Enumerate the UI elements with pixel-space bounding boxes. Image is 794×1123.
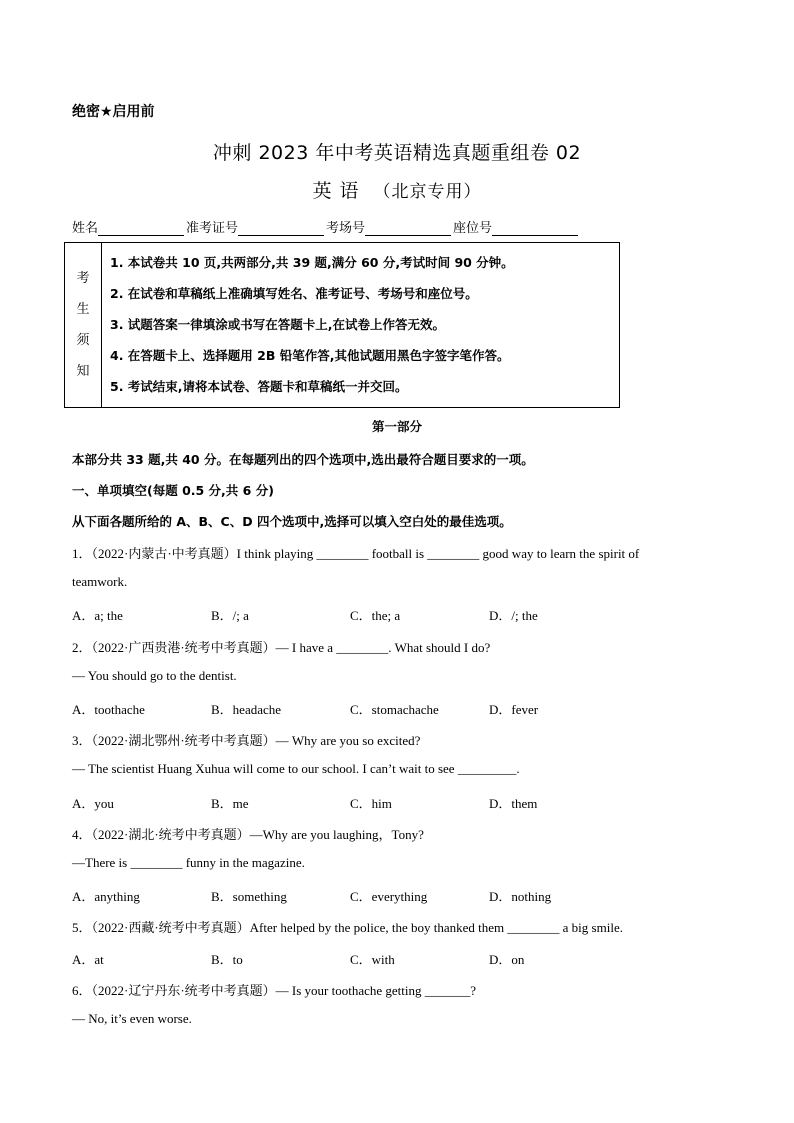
name-blank[interactable] [98,221,184,236]
room-blank[interactable] [365,221,451,236]
option-c[interactable]: C．everything [350,889,428,904]
question-3-stem-cont: — The scientist Huang Xuhua will come to our school. I can’t wait to see _________. [72,761,520,776]
notice-side-label: 考 生 须 知 [65,243,102,407]
question-4-options [72,886,628,905]
option-c[interactable]: C．stomachache [350,702,439,717]
question-2-options [72,699,628,718]
question-6-stem: 6．（2022·辽宁丹东·统考中考真题）— Is your toothache getting _______? [72,983,477,998]
exam-subject [0,176,794,203]
option-a[interactable]: A．anything [72,889,140,904]
question-1-stem-cont: teamwork. [72,574,128,589]
question-5-options [72,949,628,968]
option-d[interactable]: D．fever [489,702,539,717]
question-6-stem-cont: — No, it’s even worse. [72,1011,192,1026]
option-c[interactable]: C．him [350,796,392,811]
option-a[interactable]: A．you [72,796,114,811]
question-2-stem: 2．（2022·广西贵港·统考中考真题）— I have a ________. What should I do? [72,640,491,655]
option-a[interactable]: A．at [72,952,104,967]
question-1-stem: 1．（2022·内蒙古·中考真题）I think playing ________ football is ________ good way to learn the spirit of [72,546,640,561]
option-d[interactable]: D．/; the [489,608,538,623]
option-d[interactable]: D．nothing [489,889,552,904]
question-3-options [72,793,628,812]
info-field-name: 姓名 [72,217,186,236]
option-c[interactable]: C．with [350,952,395,967]
candidate-info-line [72,217,580,236]
question-4-stem: 4．（2022·湖北·统考中考真题）—Why are you laughing，Tony? [72,827,424,842]
confidential-label: 绝密★启用前 [72,104,155,120]
notice-item: 3. 试题答案一律填涂或书写在答题卡上,在试卷上作答无效。 [110,317,446,332]
candidate-notice-box [64,242,620,408]
question-2-stem-cont: — You should go to the dentist. [72,668,237,683]
part-one-intro: 本部分共 33 题,共 40 分。在每题列出的四个选项中,选出最符合题目要求的一项。 [72,452,534,467]
option-b[interactable]: B．to [211,952,243,967]
question-3-stem: 3．（2022·湖北鄂州·统考中考真题）— Why are you so excited? [72,733,421,748]
notice-items [102,243,619,407]
option-b[interactable]: B．something [211,889,287,904]
notice-item: 5. 考试结束,请将本试卷、答题卡和草稿纸一并交回。 [110,379,408,394]
ticket-blank[interactable] [238,221,324,236]
section-title: 一、单项填空(每题 0.5 分,共 6 分) [72,483,274,498]
section-instruction: 从下面各题所给的 A、B、C、D 四个选项中,选择可以填入空白处的最佳选项。 [72,514,512,529]
question-4-stem-cont: —There is ________ funny in the magazine. [72,855,305,870]
option-d[interactable]: D．them [489,796,538,811]
info-field-room: 考场号 [326,217,453,236]
option-a[interactable]: A．toothache [72,702,145,717]
exam-title: 冲刺 2023 年中考英语精选真题重组卷 02 [212,142,582,164]
option-d[interactable]: D．on [489,952,525,967]
option-b[interactable]: B．headache [211,702,282,717]
question-5-stem: 5．（2022·西藏·统考中考真题）After helped by the police, the boy thanked them ________ a big smile. [72,920,623,935]
info-field-seat: 座位号 [453,217,580,236]
option-b[interactable]: B．me [211,796,249,811]
notice-item: 2. 在试卷和草稿纸上准确填写姓名、准考证号、考场号和座位号。 [110,286,478,301]
option-c[interactable]: C．the; a [350,608,401,623]
region-label: （北京专用） [373,182,482,202]
subject-name: 英 语 [312,180,360,202]
option-b[interactable]: B．/; a [211,608,249,623]
notice-item: 4. 在答题卡上、选择题用 2B 铅笔作答,其他试题用黑色字签字笔作答。 [110,348,510,363]
info-field-ticket: 准考证号 [186,217,326,236]
notice-item: 1. 本试卷共 10 页,共两部分,共 39 题,满分 60 分,考试时间 90 分钟。 [110,255,514,270]
seat-blank[interactable] [492,221,578,236]
part-one-heading: 第一部分 [371,419,422,434]
option-a[interactable]: A．a; the [72,608,123,623]
question-1-options [72,605,628,624]
